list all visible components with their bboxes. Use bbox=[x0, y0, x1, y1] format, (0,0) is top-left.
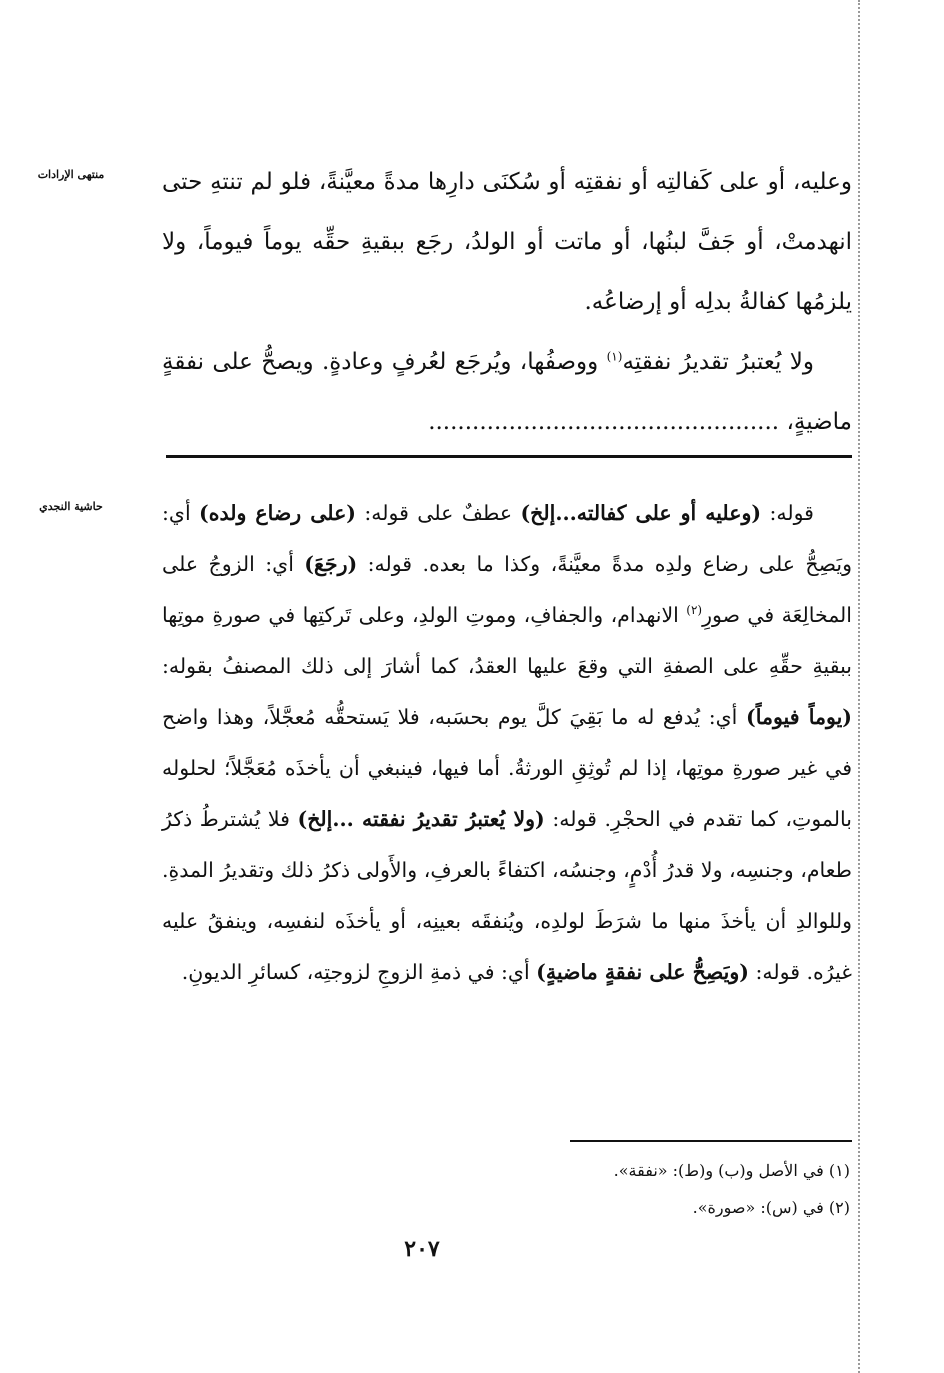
commentary-text: أي: في ذمةِ الزوجِ لزوجتِه، كسائرِ الديونِ. bbox=[181, 960, 537, 984]
continuation-dots: ................................................ bbox=[428, 409, 780, 435]
commentary-paragraph bbox=[162, 488, 852, 998]
page-edge-dotted-line bbox=[858, 0, 860, 1373]
commentary-text: أي: ويَصِحُّ على رضاع ولدِه مدةً معيَّنةً، وكذا ما بعده. قوله: bbox=[162, 501, 853, 576]
footnote-divider bbox=[570, 1140, 852, 1142]
section-divider bbox=[166, 455, 852, 458]
page-number: ٢٠٧ bbox=[404, 1236, 440, 1262]
footnote-marker-2: (٢) bbox=[686, 603, 703, 618]
quoted-lemma: (ويَصِحُّ على نفقةٍ ماضيةٍ) bbox=[536, 960, 749, 984]
main-text-paragraph-1: وعليه، أو على كَفالتِه أو نفقتِه أو سُكنَى دارِها مدةً معيَّنةً، فلو لم تنتهِ حتى انهدمتْ، أو جَفَّ لبنُها، أو ماتت أو الولدُ، رجَع ببقيةِ حقِّه يوماً فيوماً، ولا يلزمُها كفالةُ بدلِه أو إرضاعُه. bbox=[162, 169, 852, 315]
commentary-text: قوله: bbox=[761, 501, 814, 525]
matn-source-label: منتهى الإرادات bbox=[37, 168, 105, 181]
quoted-lemma: (على رضاع ولده) bbox=[199, 501, 356, 525]
footnote-2: (٢) في (س): «صورة». bbox=[692, 1198, 850, 1217]
quoted-lemma: (ولا يُعتبرُ تقديرُ نفقته ...إلخ) bbox=[297, 807, 545, 831]
footnote-marker-1: (١) bbox=[606, 349, 623, 364]
quoted-lemma: (يوماً فيوماً) bbox=[746, 705, 852, 729]
commentary-block bbox=[162, 488, 852, 998]
main-text-segment: ووصفُها، ويُرجَع لعُرفٍ وعادةٍ. ويصحُّ على نفقةٍ ماضيةٍ، bbox=[162, 349, 852, 435]
commentary-text: الانهدام، والجفافِ، وموتِ الولدِ، وعلى تَركتِها في صورةِ موتِها ببقيةِ حقِّهِ على الصفةِ التي وقعَ عليها العقدُ، كما أشارَ إلى ذلك المصنفُ بقوله: bbox=[162, 603, 852, 678]
footnote-1: (١) في الأصل و(ب) و(ط): «نفقة». bbox=[613, 1161, 850, 1180]
quoted-lemma: (وعليه أو على كفالته...إلخ) bbox=[520, 501, 762, 525]
commentary-text: أي: يُدفع له ما بَقِيَ كلَّ يوم بحسَبه، فلا يَستحقُّه مُعجَّلاً، وهذا واضح في غير صورةِ موتِها، إذا لم تُوثِقِ الورثةُ. أما فيها، فينبغي أن يأخذَه مُعَجَّلاً؛ لحلوله بالموتِ، كما تقدم في الحجْرِ. قوله: bbox=[162, 705, 852, 831]
commentary-text: فلا يُشترطُ ذكرُ طعام، وجنسِه، ولا قدرُ أُدْمٍ، وجنسُه، اكتفاءً بالعرفِ، والأَولى ذكرُ ذلك وتقديرُ المدةِ. وللوالدِ أن يأخذَ منها ما شرَطَ لولدِه، ويُنفقَه بعينِه، أو يأخذَه لنفسِه، وينفقُ عليه غيرُه. قوله: bbox=[162, 807, 852, 984]
commentary-text: أي: الزوجُ على المخالِعَة في صورِ bbox=[162, 552, 852, 627]
footnotes bbox=[500, 1152, 850, 1226]
main-text-paragraph-2 bbox=[162, 332, 852, 452]
hashiya-source-label: حاشية النجدي bbox=[39, 500, 103, 513]
main-text-block bbox=[162, 152, 852, 452]
commentary-text: عطفٌ على قوله: bbox=[356, 501, 521, 525]
quoted-lemma: (رجَعَ) bbox=[304, 552, 358, 576]
main-text-segment: ولا يُعتبرُ تقديرُ نفقتِه bbox=[622, 349, 815, 375]
